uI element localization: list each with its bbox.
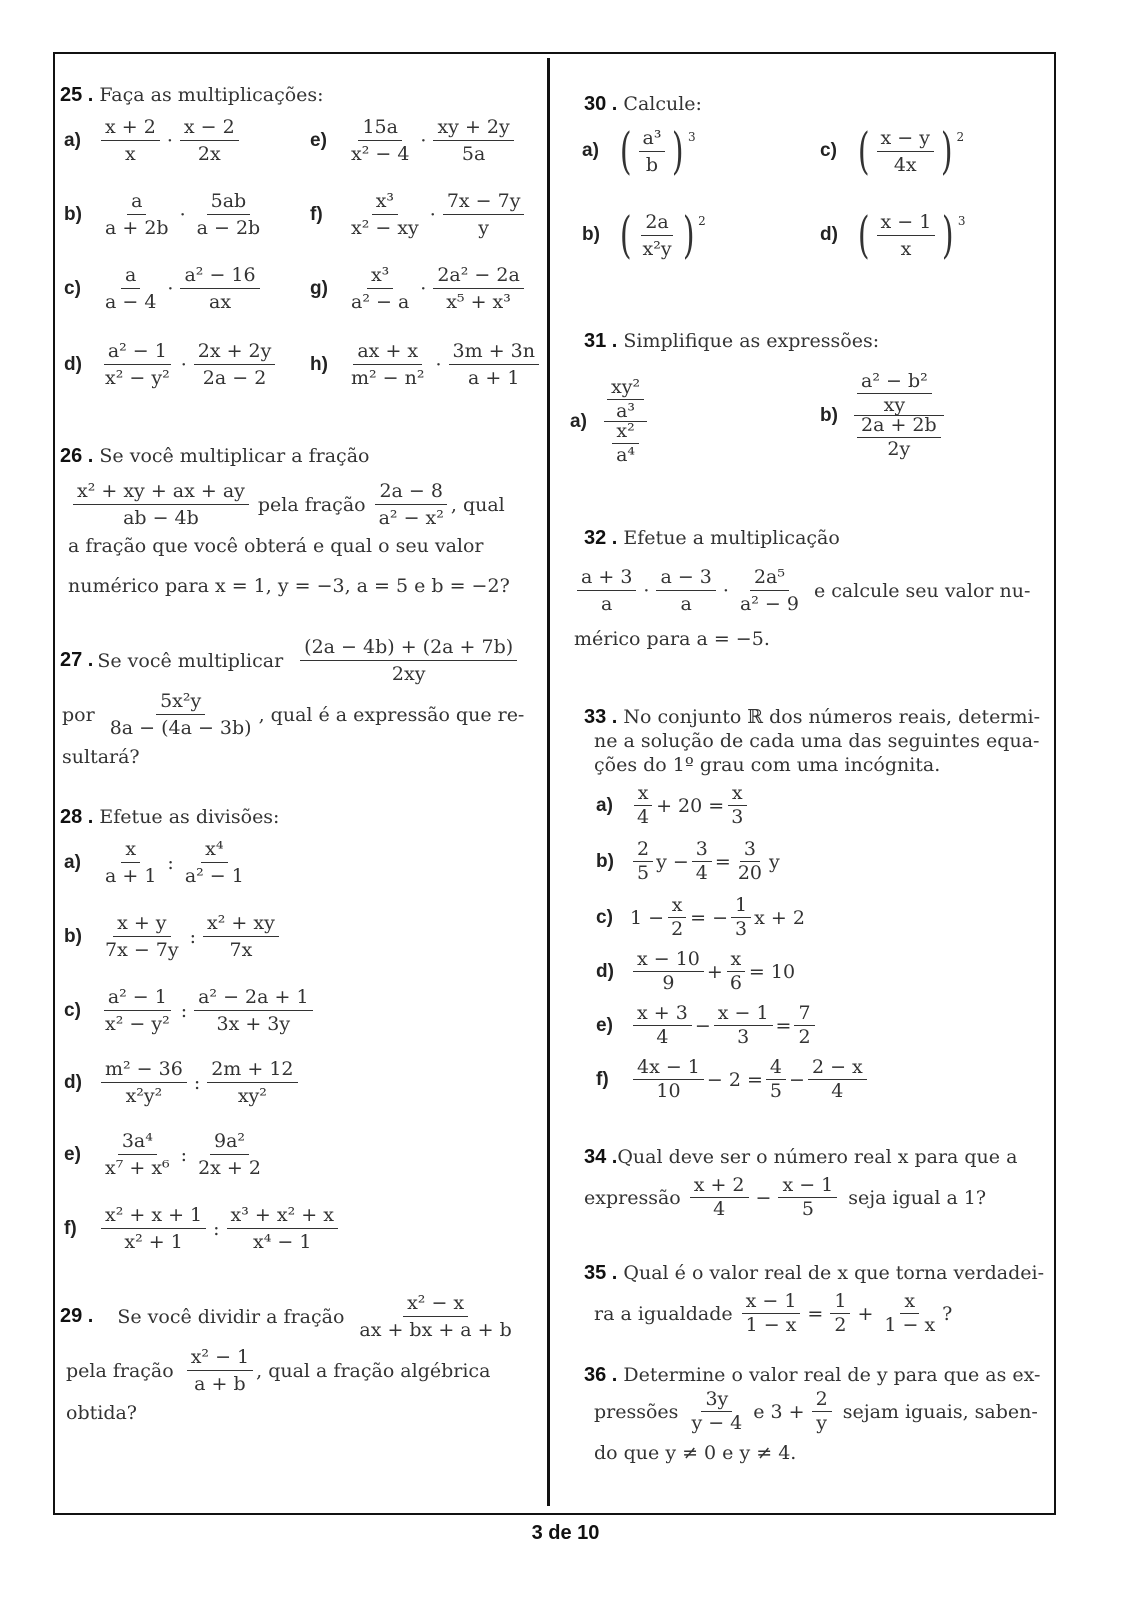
column-divider	[547, 58, 550, 1506]
numerator: 5ab	[207, 190, 251, 215]
numerator: x⁴	[201, 838, 227, 863]
denominator: b	[645, 153, 659, 176]
numerator: x	[668, 896, 687, 918]
q25-item-h	[310, 340, 542, 389]
denominator: a − 4	[105, 291, 157, 313]
q36-text: do que y ≠ 0 e y ≠ 4.	[594, 1442, 797, 1464]
right-paren-icon: )	[940, 122, 953, 180]
denominator: 7x	[229, 939, 253, 961]
q34-header	[584, 1146, 1017, 1169]
q29-text: , qual a fração algébrica	[256, 1359, 491, 1382]
q33-item-f	[596, 1058, 870, 1101]
denominator: y − 4	[691, 1412, 743, 1434]
numerator: 2 − x	[808, 1058, 867, 1080]
numerator: x − 2	[180, 116, 239, 141]
numerator: 1	[830, 1292, 850, 1314]
item-label: b)	[820, 404, 838, 426]
q26-expression	[70, 480, 505, 529]
item-label: a)	[64, 851, 81, 873]
denominator: a² − x²	[378, 507, 444, 529]
equation-text: y −	[656, 850, 689, 873]
q31-item-a	[570, 378, 647, 465]
numerator: 2a − 8	[375, 480, 447, 505]
numerator: 2	[633, 840, 653, 862]
denominator: x² − xy	[351, 217, 419, 239]
q34-text: expressão	[584, 1186, 681, 1209]
item-label: b)	[582, 224, 600, 245]
numerator: 7x − 7y	[443, 190, 525, 215]
denominator: 4	[831, 1080, 844, 1102]
left-paren-icon: (	[857, 206, 870, 264]
q26-header	[60, 445, 369, 468]
denominator: 4x	[893, 153, 917, 176]
q27-text: Se você multiplicar	[97, 649, 284, 672]
operator: ·	[420, 129, 427, 152]
denominator: 3x + 3y	[216, 1013, 291, 1035]
denominator: xy²	[237, 1085, 267, 1107]
item-label: d)	[596, 960, 614, 982]
numerator: 2a + 2b	[857, 416, 941, 438]
q36-number: 36 .	[584, 1364, 618, 1386]
denominator: 2xy	[391, 663, 426, 685]
denominator: 4	[637, 806, 650, 828]
numerator: xy²	[607, 378, 644, 400]
denominator: 8a − (4a − 3b)	[109, 717, 252, 739]
q33-header	[584, 706, 1040, 729]
item-label: b)	[596, 850, 614, 872]
q26-text: , qual	[450, 493, 505, 516]
denominator: a + 2b	[105, 217, 169, 239]
numerator: a² − 2a + 1	[194, 986, 312, 1011]
item-label: a)	[596, 794, 613, 816]
q29-number: 29 .	[60, 1305, 94, 1327]
equation-text: =	[714, 850, 731, 873]
denominator: ab − 4b	[123, 507, 199, 529]
q34-text: Qual deve ser o número real x para que a	[617, 1146, 1018, 1168]
q36-text: Determine o valor real de y para que as ex-	[623, 1364, 1041, 1386]
numerator: a + 3	[577, 566, 636, 591]
numerator: a² − 16	[180, 264, 259, 289]
denominator: x⁵ + x³	[446, 291, 511, 313]
numerator: x	[900, 1292, 919, 1314]
numerator: x + 3	[633, 1004, 692, 1026]
q25-prompt: Faça as multiplicações:	[99, 84, 324, 106]
equation-text: x + 2	[754, 906, 805, 929]
denominator: 2a − 2	[202, 367, 267, 389]
equation-text: + 20 =	[656, 794, 725, 817]
item-label: a)	[64, 129, 81, 151]
denominator: ax + bx + a + b	[359, 1319, 512, 1341]
item-label: e)	[64, 1143, 81, 1165]
q28-item-d	[64, 1058, 301, 1107]
q27-number: 27 .	[60, 649, 94, 671]
q27-line1	[60, 636, 520, 685]
item-label: e)	[310, 129, 327, 151]
numerator: a³	[639, 127, 666, 152]
left-paren-icon: (	[857, 122, 870, 180]
numerator: x − 1	[877, 211, 936, 236]
operator: :	[213, 1217, 220, 1240]
denominator: 2	[798, 1026, 811, 1048]
q32-text: mérico para a = −5.	[574, 628, 770, 650]
numerator: x³	[367, 264, 393, 289]
operator: ·	[435, 353, 442, 376]
denominator: y	[478, 217, 489, 239]
numerator: 9a²	[210, 1130, 249, 1155]
denominator: 2	[671, 918, 684, 940]
denominator: 3	[737, 1026, 750, 1048]
numerator: x² + xy + ax + ay	[73, 480, 249, 505]
operator: ·	[420, 277, 427, 300]
item-label: f)	[64, 1217, 77, 1239]
denominator: x² − y²	[105, 367, 170, 389]
item-label: g)	[310, 277, 328, 299]
q26-number: 26 .	[60, 445, 94, 467]
operator: =	[807, 1302, 824, 1325]
denominator: a − 2b	[196, 217, 261, 239]
q28-prompt: Efetue as divisões:	[99, 806, 280, 828]
q29-text: obtida?	[66, 1402, 137, 1424]
q28-number: 28 .	[60, 806, 94, 828]
numerator: a² − 1	[104, 986, 171, 1011]
denominator: xy	[883, 394, 906, 416]
denominator: a³	[616, 400, 636, 422]
q36-expression	[594, 1390, 1038, 1433]
q29-text: Se você dividir a fração	[117, 1305, 345, 1328]
q35-expression	[594, 1292, 952, 1335]
operator: :	[193, 1071, 201, 1094]
right-paren-icon: )	[672, 122, 685, 180]
denominator: 4	[656, 1026, 669, 1048]
numerator: 2a⁵	[750, 566, 789, 591]
denominator: 9	[662, 972, 675, 994]
q30-item-c	[820, 122, 965, 180]
numerator: 2a² − 2a	[433, 264, 523, 289]
denominator: 6	[729, 972, 742, 994]
numerator: x²	[612, 422, 638, 444]
q31-prompt: Simplifique as expressões:	[623, 330, 880, 352]
q26-text: pela fração	[257, 493, 366, 516]
numerator: x³	[372, 190, 398, 215]
numerator: 4x − 1	[633, 1058, 704, 1080]
operator: ·	[166, 129, 173, 152]
item-label: b)	[64, 925, 82, 947]
q31-number: 31 .	[584, 330, 618, 352]
q32-prompt: Efetue a multiplicação	[623, 527, 840, 549]
exponent: 2	[698, 214, 706, 228]
q33-item-d	[596, 950, 795, 993]
q25-item-f	[310, 190, 527, 239]
numerator: 2m + 12	[207, 1058, 297, 1083]
equation-text: 1 −	[630, 906, 665, 929]
equation-text: y	[769, 850, 780, 873]
denominator: x² − y²	[105, 1013, 170, 1035]
q25-item-g	[310, 264, 527, 313]
q26-text: Se você multiplicar a fração	[99, 445, 370, 467]
denominator: x²y	[642, 237, 672, 260]
right-paren-icon: )	[682, 206, 695, 264]
q30-prompt: Calcule:	[623, 93, 702, 115]
q30-header	[584, 93, 702, 116]
numerator: a	[121, 264, 140, 289]
left-paren-icon: (	[619, 206, 632, 264]
q26-text: a fração que você obterá e qual o seu valor	[68, 535, 484, 557]
q34-number: 34 .	[584, 1146, 618, 1168]
q28-item-b	[64, 912, 282, 961]
denominator: 2y	[887, 438, 911, 460]
equation-text: −	[694, 1014, 711, 1037]
numerator: x	[727, 950, 746, 972]
numerator: 3m + 3n	[449, 340, 539, 365]
q25-item-a	[64, 116, 242, 165]
equation-text: =	[775, 1014, 792, 1037]
numerator: x − y	[877, 127, 934, 152]
q33-item-b	[596, 840, 780, 883]
q27-text: por	[62, 703, 95, 726]
numerator: xy + 2y	[433, 116, 513, 141]
denominator: a⁴	[616, 444, 636, 466]
q25-item-d	[64, 340, 278, 389]
q34-text: seja igual a 1?	[848, 1186, 987, 1209]
q29-line1	[60, 1292, 519, 1341]
q28-item-a	[64, 838, 251, 887]
numerator: a − 3	[656, 566, 715, 591]
item-label: d)	[64, 353, 82, 375]
item-label: c)	[64, 277, 81, 299]
operator: :	[189, 925, 197, 948]
q25-item-c	[64, 264, 263, 313]
numerator: x² − 1	[187, 1346, 253, 1371]
denominator: m² − n²	[351, 367, 425, 389]
item-label: a)	[582, 140, 599, 161]
complex-fraction	[604, 378, 647, 465]
numerator: m² − 36	[101, 1058, 187, 1083]
item-label: c)	[64, 999, 81, 1021]
numerator: x	[634, 784, 653, 806]
q34-expression	[584, 1176, 986, 1219]
operator: :	[180, 999, 188, 1022]
denominator: a² − a	[351, 291, 410, 313]
q29-line2	[66, 1346, 490, 1395]
denominator: 7x − 7y	[105, 939, 179, 961]
q36-text: sejam iguais, saben-	[842, 1400, 1038, 1423]
page-number: 3 de 10	[531, 1522, 600, 1544]
q28-header	[60, 806, 279, 829]
numerator: 3y	[701, 1390, 732, 1412]
q33-item-e	[596, 1004, 818, 1047]
denominator: 5	[637, 862, 650, 884]
denominator: a	[680, 593, 692, 615]
numerator: 2a	[641, 211, 672, 236]
numerator: 15a	[358, 116, 402, 141]
q31-header	[584, 330, 879, 353]
item-label: f)	[596, 1068, 609, 1090]
operator: ·	[429, 203, 436, 226]
numerator: x + y	[113, 912, 170, 937]
q32-expression	[574, 566, 1030, 615]
denominator: 2x + 2	[198, 1157, 261, 1179]
q36-header	[584, 1364, 1040, 1387]
q35-text: Qual é o valor real de x que torna verdadei-	[623, 1262, 1044, 1284]
operator: ·	[167, 277, 174, 300]
numerator: x² − x	[403, 1292, 468, 1317]
operator: :	[167, 851, 174, 874]
item-label: d)	[820, 224, 838, 245]
operator: ·	[180, 353, 187, 376]
q33-text: No conjunto ℝ dos números reais, determi-	[623, 706, 1041, 728]
q35-text: ?	[942, 1302, 953, 1325]
numerator: a² − b²	[857, 372, 932, 394]
numerator: x + 2	[101, 116, 160, 141]
operator: ·	[722, 579, 729, 602]
numerator: 3	[692, 840, 712, 862]
right-paren-icon: )	[942, 206, 954, 264]
denominator: ax	[209, 291, 232, 313]
q33-item-a	[596, 784, 750, 827]
numerator: 3	[740, 840, 760, 862]
left-paren-icon: (	[619, 122, 632, 180]
q30-item-b	[582, 206, 706, 264]
q28-item-c	[64, 986, 316, 1035]
denominator: 1 − x	[884, 1314, 936, 1336]
item-label: a)	[570, 410, 587, 432]
numerator: x	[728, 784, 747, 806]
denominator: a + 1	[468, 367, 520, 389]
equation-text: − 2 =	[706, 1068, 763, 1091]
equation-text: −	[789, 1068, 805, 1091]
numerator: 2x + 2y	[194, 340, 276, 365]
denominator: a + b	[194, 1373, 246, 1395]
complex-fraction	[854, 372, 944, 459]
q33-number: 33 .	[584, 706, 618, 728]
numerator: 4	[766, 1058, 786, 1080]
denominator: x	[900, 237, 912, 260]
equation-text: = 10	[748, 960, 796, 983]
item-label: h)	[310, 353, 328, 375]
denominator: 2	[834, 1314, 847, 1336]
denominator: a	[601, 593, 613, 615]
q30-item-d	[820, 206, 966, 264]
denominator: 5	[801, 1198, 814, 1220]
equation-text: = −	[690, 906, 729, 929]
q27-line2	[62, 690, 524, 739]
numerator: 3a⁴	[118, 1130, 157, 1155]
denominator: 4	[713, 1198, 726, 1220]
operator: ·	[179, 203, 186, 226]
q32-header	[584, 527, 840, 550]
q25-header	[60, 84, 324, 107]
q33-item-c	[596, 896, 805, 939]
numerator: 5x²y	[156, 690, 205, 715]
item-label: d)	[64, 1071, 82, 1093]
denominator: 10	[656, 1080, 681, 1102]
exponent: 3	[957, 214, 966, 228]
denominator: x⁴ − 1	[253, 1231, 312, 1253]
q28-item-f	[64, 1204, 341, 1253]
q36-text: e 3 +	[753, 1400, 805, 1423]
numerator: 1	[731, 896, 751, 918]
denominator: 2x	[197, 143, 221, 165]
q27-text: sultará?	[62, 746, 140, 768]
equation-text: +	[706, 960, 723, 983]
numerator: x² + x + 1	[101, 1204, 206, 1229]
numerator: 7	[794, 1004, 814, 1026]
q36-text: pressões	[594, 1400, 679, 1423]
denominator: a² − 1	[184, 865, 244, 887]
item-label: b)	[64, 203, 82, 225]
denominator: a² − 9	[739, 593, 799, 615]
numerator: x³ + x² + x	[227, 1204, 338, 1229]
denominator: 3	[731, 806, 744, 828]
exponent: 2	[956, 130, 965, 144]
denominator: 5a	[461, 143, 486, 165]
q35-text: ra a igualdade	[594, 1302, 733, 1325]
q32-number: 32 .	[584, 527, 618, 549]
q26-text: numérico para x = 1, y = −3, a = 5 e b = −2?	[68, 575, 510, 597]
q33-text: ne a solução de cada uma das seguintes equa-	[594, 730, 1040, 752]
q27-text: , qual é a expressão que re-	[258, 703, 525, 726]
item-label: f)	[310, 203, 323, 225]
q30-item-a	[582, 122, 696, 180]
item-label: e)	[596, 1014, 613, 1036]
denominator: x²y²	[125, 1085, 163, 1107]
numerator: a	[127, 190, 146, 215]
q29-text: pela fração	[66, 1359, 174, 1382]
q30-number: 30 .	[584, 93, 618, 115]
numerator: x − 1	[714, 1004, 773, 1026]
exponent: 3	[687, 130, 696, 144]
q25-item-b	[64, 190, 267, 239]
denominator: 20	[737, 862, 762, 884]
denominator: 1 − x	[745, 1314, 797, 1336]
numerator: x − 10	[633, 950, 704, 972]
numerator: 2	[812, 1390, 832, 1412]
q35-header	[584, 1262, 1044, 1285]
operator: −	[755, 1186, 772, 1209]
item-label: c)	[820, 140, 837, 161]
denominator: x² + 1	[124, 1231, 183, 1253]
numerator: ax + x	[353, 340, 422, 365]
operator: +	[857, 1302, 874, 1325]
numerator: x	[121, 838, 140, 863]
q31-item-b	[820, 372, 944, 459]
denominator: 4	[695, 862, 708, 884]
numerator: x² + xy	[203, 912, 279, 937]
numerator: x − 1	[742, 1292, 801, 1314]
operator: ·	[643, 579, 650, 602]
q25-item-e	[310, 116, 517, 165]
denominator: x² − 4	[351, 143, 410, 165]
q32-text: e calcule seu valor nu-	[813, 579, 1031, 602]
q33-text: ções do 1º grau com uma incógnita.	[594, 754, 941, 776]
denominator: y	[816, 1412, 828, 1434]
denominator: 5	[769, 1080, 783, 1102]
operator: :	[180, 1143, 188, 1166]
q35-number: 35 .	[584, 1262, 618, 1284]
q28-item-e	[64, 1130, 268, 1179]
denominator: a + 1	[105, 865, 157, 887]
denominator: x⁷ + x⁶	[105, 1157, 170, 1179]
numerator: x − 1	[778, 1176, 837, 1198]
denominator: 3	[735, 918, 748, 940]
numerator: (2a − 4b) + (2a + 7b)	[300, 636, 517, 661]
q25-number: 25 .	[60, 84, 94, 106]
numerator: x + 2	[690, 1176, 749, 1198]
item-label: c)	[596, 906, 613, 928]
numerator: a² − 1	[104, 340, 171, 365]
denominator: x	[125, 143, 136, 165]
